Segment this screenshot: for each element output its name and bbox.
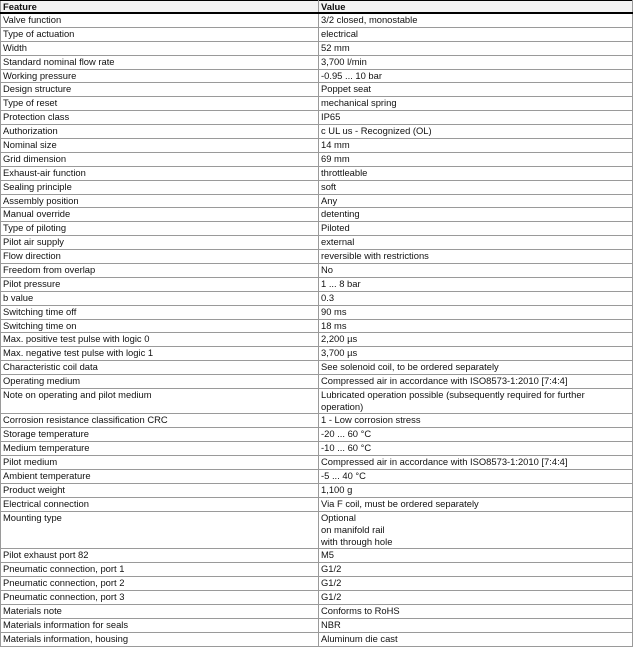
- value-line: reversible with restrictions: [321, 250, 429, 262]
- value-cell: [319, 139, 633, 153]
- value-line: 0.3: [321, 291, 335, 303]
- value-line: Conforms to RoHS: [321, 604, 400, 616]
- value-cell: [319, 222, 633, 236]
- value-cell: [319, 428, 633, 442]
- table-row: [1, 470, 633, 484]
- value-line: 18 ms: [321, 319, 347, 331]
- value-cell: [319, 632, 633, 646]
- feature-cell: Pilot pressure: [1, 277, 319, 291]
- feature-cell: Materials information for seals: [1, 618, 319, 632]
- value-line: 3,700 l/min: [321, 55, 367, 67]
- value-line: G1/2: [321, 590, 342, 602]
- table-body: [1, 13, 633, 646]
- feature-cell: Flow direction: [1, 250, 319, 264]
- feature-cell: Pneumatic connection, port 3: [1, 590, 319, 604]
- value-line: G1/2: [321, 577, 342, 589]
- value-cell: [319, 194, 633, 208]
- value-cell: [319, 549, 633, 563]
- value-cell: [319, 180, 633, 194]
- feature-cell: Electrical connection: [1, 497, 319, 511]
- feature-cell: Operating medium: [1, 375, 319, 389]
- value-line: Piloted: [321, 222, 350, 234]
- value-line: -20 ... 60 °C: [321, 428, 372, 440]
- table-row: [1, 375, 633, 389]
- feature-cell: Mounting type: [1, 511, 319, 549]
- table-row: [1, 428, 633, 442]
- table-row: [1, 194, 633, 208]
- feature-cell: Materials note: [1, 604, 319, 618]
- value-line: mechanical spring: [321, 97, 397, 109]
- value-cell: [319, 361, 633, 375]
- value-column-header: Value: [319, 1, 633, 14]
- value-line: Compressed air in accordance with ISO8573-1:2010 [7:4:4]: [321, 456, 568, 468]
- table-row: [1, 414, 633, 428]
- feature-cell: Product weight: [1, 483, 319, 497]
- value-line: Any: [321, 194, 338, 206]
- value-cell: [319, 166, 633, 180]
- table-row: [1, 319, 633, 333]
- value-line: 1 - Low corrosion stress: [321, 414, 421, 426]
- feature-cell: Max. positive test pulse with logic 0: [1, 333, 319, 347]
- value-line: 52 mm: [321, 41, 350, 53]
- value-line: Compressed air in accordance with ISO8573-1:2010 [7:4:4]: [321, 375, 568, 387]
- value-line: external: [321, 236, 355, 248]
- value-line: G1/2: [321, 563, 342, 575]
- value-line: Optional: [321, 511, 356, 523]
- value-cell: [319, 27, 633, 41]
- table-row: [1, 152, 633, 166]
- value-cell: [319, 277, 633, 291]
- table-row: [1, 97, 633, 111]
- table-row: [1, 618, 633, 632]
- table-row: [1, 347, 633, 361]
- value-line: No: [321, 264, 333, 276]
- value-cell: [319, 470, 633, 484]
- value-line: IP65: [321, 111, 341, 123]
- value-line: See solenoid coil, to be ordered separately: [321, 361, 499, 373]
- table-row: [1, 333, 633, 347]
- value-line: 3,700 µs: [321, 347, 358, 359]
- table-row: [1, 69, 633, 83]
- feature-cell: Working pressure: [1, 69, 319, 83]
- table-row: [1, 180, 633, 194]
- feature-cell: Freedom from overlap: [1, 264, 319, 278]
- table-row: [1, 41, 633, 55]
- value-cell: [319, 250, 633, 264]
- feature-cell: Nominal size: [1, 139, 319, 153]
- value-cell: [319, 305, 633, 319]
- feature-cell: Type of piloting: [1, 222, 319, 236]
- value-cell: [319, 125, 633, 139]
- table-row: [1, 236, 633, 250]
- value-line: 1 ... 8 bar: [321, 277, 361, 289]
- table-row: [1, 361, 633, 375]
- table-row: [1, 549, 633, 563]
- value-line: operation): [321, 401, 364, 413]
- feature-cell: Pneumatic connection, port 2: [1, 577, 319, 591]
- feature-cell: Design structure: [1, 83, 319, 97]
- value-line: -10 ... 60 °C: [321, 442, 372, 454]
- table-row: [1, 442, 633, 456]
- table-row: [1, 27, 633, 41]
- value-cell: [319, 511, 633, 549]
- table-row: [1, 511, 633, 549]
- feature-cell: Switching time on: [1, 319, 319, 333]
- table-row: [1, 208, 633, 222]
- table-row: [1, 264, 633, 278]
- table-row: [1, 604, 633, 618]
- value-line: -5 ... 40 °C: [321, 470, 366, 482]
- table-row: [1, 250, 633, 264]
- table-row: [1, 456, 633, 470]
- table-header-row: [1, 1, 633, 14]
- value-cell: [319, 375, 633, 389]
- value-cell: [319, 83, 633, 97]
- feature-cell: Switching time off: [1, 305, 319, 319]
- value-line: 14 mm: [321, 139, 350, 151]
- feature-cell: Grid dimension: [1, 152, 319, 166]
- table-row: [1, 483, 633, 497]
- feature-cell: Type of actuation: [1, 27, 319, 41]
- value-line: Aluminum die cast: [321, 632, 398, 644]
- value-cell: [319, 55, 633, 69]
- table-row: [1, 166, 633, 180]
- value-line: with through hole: [321, 536, 393, 548]
- value-line: 90 ms: [321, 305, 347, 317]
- value-cell: [319, 456, 633, 470]
- feature-cell: Pneumatic connection, port 1: [1, 563, 319, 577]
- value-line: c UL us - Recognized (OL): [321, 125, 432, 137]
- value-cell: [319, 590, 633, 604]
- value-line: Lubricated operation possible (subsequently required for further: [321, 389, 585, 401]
- value-line: NBR: [321, 618, 341, 630]
- value-cell: [319, 152, 633, 166]
- feature-cell: Valve function: [1, 13, 319, 27]
- value-cell: [319, 604, 633, 618]
- feature-cell: Type of reset: [1, 97, 319, 111]
- table-row: [1, 222, 633, 236]
- feature-cell: Sealing principle: [1, 180, 319, 194]
- feature-cell: Assembly position: [1, 194, 319, 208]
- table-row: [1, 83, 633, 97]
- value-cell: [319, 618, 633, 632]
- value-cell: [319, 442, 633, 456]
- feature-cell: Max. negative test pulse with logic 1: [1, 347, 319, 361]
- value-line: M5: [321, 549, 335, 561]
- feature-cell: Standard nominal flow rate: [1, 55, 319, 69]
- feature-cell: Note on operating and pilot medium: [1, 389, 319, 414]
- value-cell: [319, 208, 633, 222]
- value-cell: [319, 291, 633, 305]
- value-line: electrical: [321, 27, 358, 39]
- feature-cell: Authorization: [1, 125, 319, 139]
- feature-cell: Corrosion resistance classification CRC: [1, 414, 319, 428]
- table-row: [1, 563, 633, 577]
- value-cell: [319, 13, 633, 27]
- feature-cell: b value: [1, 291, 319, 305]
- table-row: [1, 111, 633, 125]
- feature-cell: Ambient temperature: [1, 470, 319, 484]
- table-row: [1, 277, 633, 291]
- feature-cell: Storage temperature: [1, 428, 319, 442]
- value-line: soft: [321, 180, 337, 192]
- table-row: [1, 590, 633, 604]
- value-cell: [319, 497, 633, 511]
- value-cell: [319, 97, 633, 111]
- value-cell: [319, 111, 633, 125]
- feature-cell: Exhaust-air function: [1, 166, 319, 180]
- feature-cell: Medium temperature: [1, 442, 319, 456]
- value-cell: [319, 347, 633, 361]
- value-cell: [319, 389, 633, 414]
- value-cell: [319, 577, 633, 591]
- value-line: -0.95 ... 10 bar: [321, 69, 382, 81]
- table-row: [1, 305, 633, 319]
- table-row: [1, 125, 633, 139]
- feature-cell: Characteristic coil data: [1, 361, 319, 375]
- value-line: 2,200 µs: [321, 333, 358, 345]
- table-row: [1, 55, 633, 69]
- value-line: 3/2 closed, monostable: [321, 14, 418, 25]
- value-line: Poppet seat: [321, 83, 372, 95]
- feature-cell: Materials information, housing: [1, 632, 319, 646]
- value-line: 69 mm: [321, 152, 350, 164]
- value-line: Via F coil, must be ordered separately: [321, 497, 479, 509]
- value-line: on manifold rail: [321, 523, 385, 535]
- table-row: [1, 497, 633, 511]
- value-cell: [319, 563, 633, 577]
- value-line: detenting: [321, 208, 360, 220]
- value-cell: [319, 414, 633, 428]
- table-row: [1, 632, 633, 646]
- value-cell: [319, 41, 633, 55]
- value-cell: [319, 319, 633, 333]
- value-cell: [319, 483, 633, 497]
- feature-cell: Width: [1, 41, 319, 55]
- value-cell: [319, 69, 633, 83]
- table-row: [1, 291, 633, 305]
- table-row: [1, 13, 633, 27]
- value-cell: [319, 333, 633, 347]
- value-cell: [319, 236, 633, 250]
- table-row: [1, 577, 633, 591]
- feature-cell: Pilot air supply: [1, 236, 319, 250]
- feature-cell: Protection class: [1, 111, 319, 125]
- table-row: [1, 389, 633, 414]
- feature-cell: Manual override: [1, 208, 319, 222]
- table-row: [1, 139, 633, 153]
- value-line: 1,100 g: [321, 483, 353, 495]
- feature-column-header: Feature: [1, 1, 319, 14]
- value-cell: [319, 264, 633, 278]
- feature-cell: Pilot medium: [1, 456, 319, 470]
- value-line: throttleable: [321, 166, 368, 178]
- feature-cell: Pilot exhaust port 82: [1, 549, 319, 563]
